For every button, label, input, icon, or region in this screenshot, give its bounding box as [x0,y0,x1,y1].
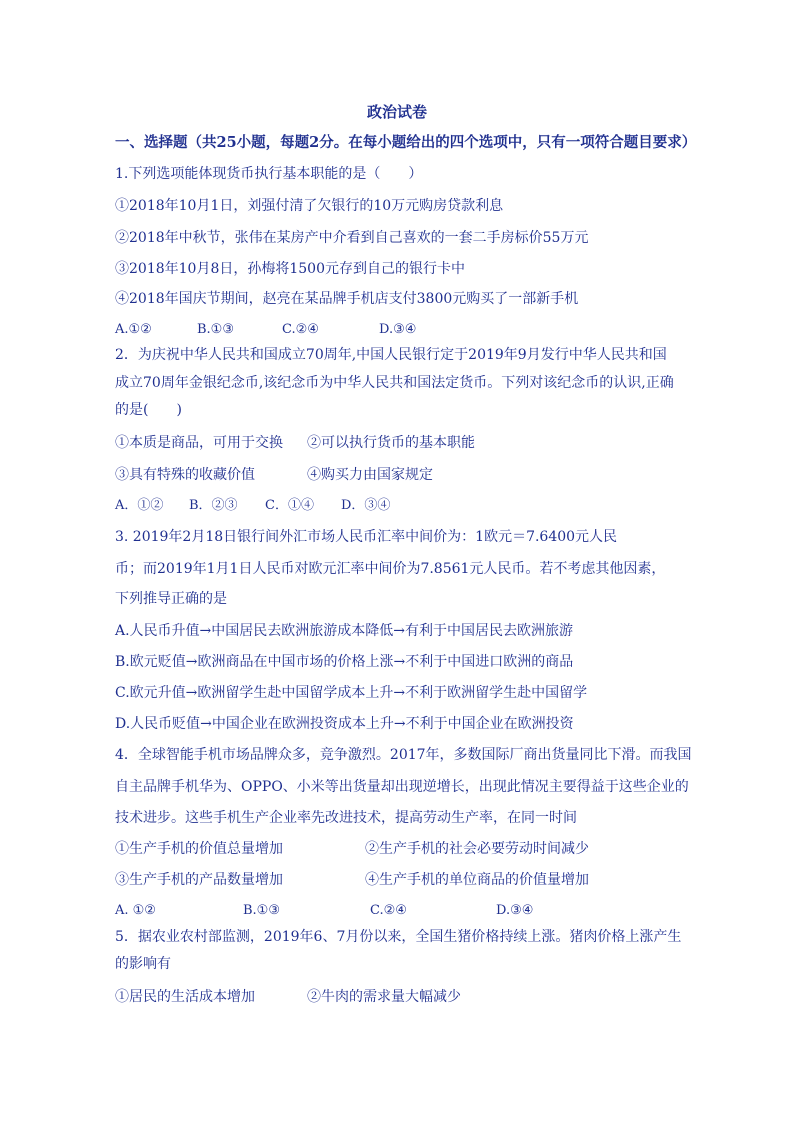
q2-item-2: ②可以执行货币的基本职能 [307,435,475,451]
q1-item-2: ②2018年中秋节，张伟在某房产中介看到自己喜欢的一套二手房标价55万元 [115,230,589,246]
q5-item-2: ②牛肉的需求量大幅减少 [307,989,461,1005]
q1-option-c: C.②④ [282,322,319,337]
q2-option-c: C．①④ [265,498,314,513]
q4-option-c: C.②④ [370,903,407,918]
q2-option-a: A．①② [115,498,164,513]
q2-items-row-1 [115,433,695,453]
q2-options [115,496,695,516]
q4-items-row-2 [115,870,695,890]
q4-options [115,901,695,921]
q1-option-b: B.①③ [197,322,234,337]
q4-item-2: ②生产手机的社会必要劳动时间减少 [365,841,589,857]
q1-item-3: ③2018年10月8日，孙梅将1500元存到自己的银行卡中 [115,261,465,277]
q4-option-b: B.①③ [243,903,280,918]
q2-stem-line-1: 2．为庆祝中华人民共和国成立70周年,中国人民银行定于2019年9月发行中华人民共和国 [115,347,667,363]
q3-stem-line-1: 3. 2019年2月18日银行间外汇市场人民币汇率中间价为：1欧元＝7.6400元人民 [115,529,618,545]
q2-option-b: B．②③ [189,498,238,513]
q4-option-d: D.③④ [496,903,534,918]
q4-item-3: ③生产手机的产品数量增加 [115,872,283,888]
q4-option-a: A. ①② [115,903,156,918]
q2-items-row-2 [115,465,695,485]
q4-item-4: ④生产手机的单位商品的价值量增加 [365,872,589,888]
q3-option-b: B.欧元贬值→欧洲商品在中国市场的价格上涨→不利于中国进口欧洲的商品 [115,654,574,670]
q4-items-row-1 [115,839,695,859]
q1-item-1: ①2018年10月1日，刘强付清了欠银行的10万元购房贷款利息 [115,198,504,214]
q5-item-1: ①居民的生活成本增加 [115,989,255,1005]
q5-items-row-1 [115,987,695,1007]
q1-option-a: A.①② [115,322,152,337]
q2-stem-line-2: 成立70周年金银纪念币,该纪念币为中华人民共和国法定货币。下列对该纪念币的认识,正确 [115,375,674,391]
q3-option-d: D.人民币贬值→中国企业在欧洲投资成本上升→不利于中国企业在欧洲投资 [115,716,574,732]
q1-option-d: D.③④ [379,322,417,337]
page-title: 政治试卷 [366,103,427,121]
q3-stem-line-3: 下列推导正确的是 [115,591,227,607]
q2-item-3: ③具有特殊的收藏价值 [115,467,255,483]
q5-stem-line-2: 的影响有 [115,956,171,972]
q4-item-1: ①生产手机的价值总量增加 [115,841,283,857]
q2-item-1: ①本质是商品，可用于交换 [115,435,283,451]
q3-option-c: C.欧元升值→欧洲留学生赴中国留学成本上升→不利于欧洲留学生赴中国留学 [115,685,588,701]
q1-item-4: ④2018年国庆节期间，赵亮在某品牌手机店支付3800元购买了一部新手机 [115,291,579,307]
q3-stem-line-2: 币；而2019年1月1日人民币对欧元汇率中间价为7.8561元人民币。若不考虑其他因素， [115,561,666,577]
q4-stem-line-1: 4．全球智能手机市场品牌众多，竞争激烈。2017年，多数国际厂商出货量同比下滑。而我国 [115,747,692,763]
q4-stem-line-3: 技术进步。这些手机生产企业率先改进技术，提高劳动生产率，在同一时间 [115,810,577,826]
q2-option-d: D．③④ [341,498,391,513]
q1-options [115,320,695,340]
section-header: 一、选择题（共25小题，每题2分。在每小题给出的四个选项中，只有一项符合题目要求） [115,134,697,151]
q1-stem: 1.下列选项能体现货币执行基本职能的是（ ） [115,166,423,182]
q4-stem-line-2: 自主品牌手机华为、OPPO、小米等出货量却出现逆增长，出现此情况主要得益于这些企业的 [115,779,689,795]
q5-stem-line-1: 5．据农业农村部监测，2019年6、7月份以来，全国生猪价格持续上涨。猪肉价格上涨产生 [115,929,682,945]
q3-option-a: A.人民币升值→中国居民去欧洲旅游成本降低→有利于中国居民去欧洲旅游 [115,623,574,639]
q2-item-4: ④购买力由国家规定 [307,467,433,483]
q2-stem-line-3: 的是( ) [115,402,182,418]
